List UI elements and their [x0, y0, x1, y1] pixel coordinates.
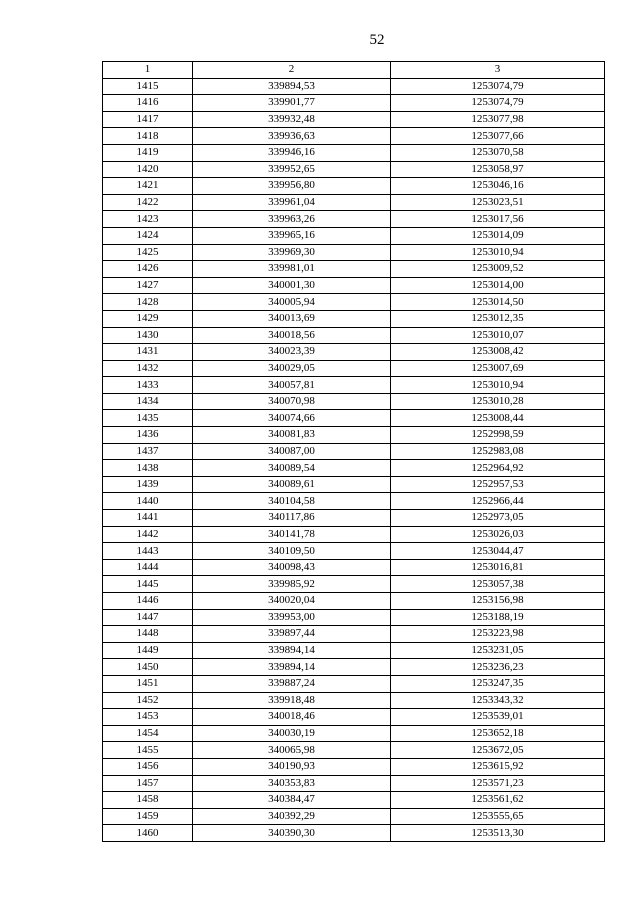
- table-row: [103, 261, 605, 278]
- y-coordinate-cell: 1253046,16: [391, 178, 605, 195]
- point-number-cell: 1450: [103, 659, 193, 676]
- y-coordinate-cell: 1253223,98: [391, 626, 605, 643]
- y-coordinate-cell: 1253010,28: [391, 393, 605, 410]
- table-row: [103, 393, 605, 410]
- y-coordinate-cell: 1253010,94: [391, 244, 605, 261]
- table-row: [103, 476, 605, 493]
- table-row: [103, 642, 605, 659]
- y-coordinate-cell: 1252983,08: [391, 443, 605, 460]
- y-coordinate-cell: 1253231,05: [391, 642, 605, 659]
- x-coordinate-cell: 340117,86: [193, 510, 391, 527]
- y-coordinate-cell: 1253026,03: [391, 526, 605, 543]
- x-coordinate-cell: 339981,01: [193, 261, 391, 278]
- y-coordinate-cell: 1253156,98: [391, 593, 605, 610]
- x-coordinate-cell: 340029,05: [193, 360, 391, 377]
- x-coordinate-cell: 340065,98: [193, 742, 391, 759]
- point-number-cell: 1457: [103, 775, 193, 792]
- y-coordinate-cell: 1253044,47: [391, 543, 605, 560]
- x-coordinate-cell: 340030,19: [193, 725, 391, 742]
- point-number-cell: 1436: [103, 427, 193, 444]
- y-coordinate-cell: 1253017,56: [391, 211, 605, 228]
- table-row: [103, 410, 605, 427]
- y-coordinate-cell: 1253539,01: [391, 709, 605, 726]
- table-body: [103, 78, 605, 841]
- page-number: 52: [369, 32, 385, 48]
- x-coordinate-cell: 340005,94: [193, 294, 391, 311]
- y-coordinate-cell: 1253571,23: [391, 775, 605, 792]
- point-number-cell: 1437: [103, 443, 193, 460]
- column-header-1: 1: [103, 62, 193, 79]
- y-coordinate-cell: 1253009,52: [391, 261, 605, 278]
- point-number-cell: 1443: [103, 543, 193, 560]
- y-coordinate-cell: 1253014,09: [391, 227, 605, 244]
- table-row: [103, 493, 605, 510]
- table-row: [103, 775, 605, 792]
- x-coordinate-cell: 340013,69: [193, 310, 391, 327]
- point-number-cell: 1444: [103, 559, 193, 576]
- point-number-cell: 1425: [103, 244, 193, 261]
- x-coordinate-cell: 339894,53: [193, 78, 391, 95]
- point-number-cell: 1460: [103, 825, 193, 842]
- x-coordinate-cell: 340018,46: [193, 709, 391, 726]
- point-number-cell: 1419: [103, 144, 193, 161]
- point-number-cell: 1458: [103, 792, 193, 809]
- y-coordinate-cell: 1253023,51: [391, 194, 605, 211]
- table-row: [103, 709, 605, 726]
- x-coordinate-cell: 340081,83: [193, 427, 391, 444]
- x-coordinate-cell: 339969,30: [193, 244, 391, 261]
- table-row: [103, 609, 605, 626]
- x-coordinate-cell: 340392,29: [193, 808, 391, 825]
- x-coordinate-cell: 340018,56: [193, 327, 391, 344]
- x-coordinate-cell: 340023,39: [193, 344, 391, 361]
- x-coordinate-cell: 340087,00: [193, 443, 391, 460]
- table-row: [103, 344, 605, 361]
- point-number-cell: 1449: [103, 642, 193, 659]
- y-coordinate-cell: 1253070,58: [391, 144, 605, 161]
- point-number-cell: 1455: [103, 742, 193, 759]
- y-coordinate-cell: 1253012,35: [391, 310, 605, 327]
- point-number-cell: 1434: [103, 393, 193, 410]
- x-coordinate-cell: 339963,26: [193, 211, 391, 228]
- y-coordinate-cell: 1253007,69: [391, 360, 605, 377]
- y-coordinate-cell: 1253561,62: [391, 792, 605, 809]
- point-number-cell: 1442: [103, 526, 193, 543]
- x-coordinate-cell: 340190,93: [193, 758, 391, 775]
- x-coordinate-cell: 340109,50: [193, 543, 391, 560]
- table-row: [103, 161, 605, 178]
- y-coordinate-cell: 1253008,44: [391, 410, 605, 427]
- x-coordinate-cell: 339901,77: [193, 95, 391, 112]
- point-number-cell: 1421: [103, 178, 193, 195]
- table-row: [103, 808, 605, 825]
- point-number-cell: 1427: [103, 277, 193, 294]
- point-number-cell: 1433: [103, 377, 193, 394]
- table-row: [103, 227, 605, 244]
- table-row: [103, 194, 605, 211]
- table-row: [103, 460, 605, 477]
- x-coordinate-cell: 339953,00: [193, 609, 391, 626]
- x-coordinate-cell: 340390,30: [193, 825, 391, 842]
- x-coordinate-cell: 339887,24: [193, 675, 391, 692]
- point-number-cell: 1448: [103, 626, 193, 643]
- point-number-cell: 1431: [103, 344, 193, 361]
- x-coordinate-cell: 339894,14: [193, 659, 391, 676]
- y-coordinate-cell: 1253513,30: [391, 825, 605, 842]
- x-coordinate-cell: 340020,04: [193, 593, 391, 610]
- y-coordinate-cell: 1253077,98: [391, 111, 605, 128]
- point-number-cell: 1435: [103, 410, 193, 427]
- point-number-cell: 1454: [103, 725, 193, 742]
- column-header-2: 2: [193, 62, 391, 79]
- table-row: [103, 626, 605, 643]
- x-coordinate-cell: 340070,98: [193, 393, 391, 410]
- table-row: [103, 758, 605, 775]
- x-coordinate-cell: 339985,92: [193, 576, 391, 593]
- table-row: [103, 792, 605, 809]
- table-row: [103, 377, 605, 394]
- table-row: [103, 360, 605, 377]
- y-coordinate-cell: 1253010,94: [391, 377, 605, 394]
- point-number-cell: 1453: [103, 709, 193, 726]
- point-number-cell: 1446: [103, 593, 193, 610]
- x-coordinate-cell: 339897,44: [193, 626, 391, 643]
- point-number-cell: 1451: [103, 675, 193, 692]
- x-coordinate-cell: 339894,14: [193, 642, 391, 659]
- x-coordinate-cell: 340001,30: [193, 277, 391, 294]
- y-coordinate-cell: 1253016,81: [391, 559, 605, 576]
- table-row: [103, 144, 605, 161]
- point-number-cell: 1422: [103, 194, 193, 211]
- point-number-cell: 1440: [103, 493, 193, 510]
- table-row: [103, 510, 605, 527]
- table-row: [103, 725, 605, 742]
- y-coordinate-cell: 1252998,59: [391, 427, 605, 444]
- table-row: [103, 692, 605, 709]
- table-header-row: [103, 62, 605, 79]
- point-number-cell: 1424: [103, 227, 193, 244]
- point-number-cell: 1438: [103, 460, 193, 477]
- y-coordinate-cell: 1252973,05: [391, 510, 605, 527]
- x-coordinate-cell: 339932,48: [193, 111, 391, 128]
- y-coordinate-cell: 1253188,19: [391, 609, 605, 626]
- x-coordinate-cell: 339946,16: [193, 144, 391, 161]
- y-coordinate-cell: 1253247,35: [391, 675, 605, 692]
- table-row: [103, 559, 605, 576]
- table-row: [103, 593, 605, 610]
- point-number-cell: 1429: [103, 310, 193, 327]
- y-coordinate-cell: 1253555,65: [391, 808, 605, 825]
- y-coordinate-cell: 1253672,05: [391, 742, 605, 759]
- table-row: [103, 128, 605, 145]
- y-coordinate-cell: 1253077,66: [391, 128, 605, 145]
- y-coordinate-cell: 1253652,18: [391, 725, 605, 742]
- y-coordinate-cell: 1253058,97: [391, 161, 605, 178]
- table-row: [103, 310, 605, 327]
- point-number-cell: 1445: [103, 576, 193, 593]
- y-coordinate-cell: 1252966,44: [391, 493, 605, 510]
- x-coordinate-cell: 339952,65: [193, 161, 391, 178]
- x-coordinate-cell: 340057,81: [193, 377, 391, 394]
- y-coordinate-cell: 1253008,42: [391, 344, 605, 361]
- x-coordinate-cell: 340104,58: [193, 493, 391, 510]
- x-coordinate-cell: 339956,80: [193, 178, 391, 195]
- table-row: [103, 111, 605, 128]
- y-coordinate-cell: 1253343,32: [391, 692, 605, 709]
- table-row: [103, 825, 605, 842]
- table-row: [103, 659, 605, 676]
- y-coordinate-cell: 1252957,53: [391, 476, 605, 493]
- x-coordinate-cell: 340141,78: [193, 526, 391, 543]
- table-row: [103, 294, 605, 311]
- x-coordinate-cell: 340074,66: [193, 410, 391, 427]
- x-coordinate-cell: 340089,54: [193, 460, 391, 477]
- y-coordinate-cell: 1253057,38: [391, 576, 605, 593]
- point-number-cell: 1415: [103, 78, 193, 95]
- point-number-cell: 1459: [103, 808, 193, 825]
- table-row: [103, 78, 605, 95]
- point-number-cell: 1430: [103, 327, 193, 344]
- x-coordinate-cell: 339965,16: [193, 227, 391, 244]
- table-row: [103, 742, 605, 759]
- column-header-3: 3: [391, 62, 605, 79]
- y-coordinate-cell: 1252964,92: [391, 460, 605, 477]
- y-coordinate-cell: 1253010,07: [391, 327, 605, 344]
- point-number-cell: 1439: [103, 476, 193, 493]
- table-row: [103, 543, 605, 560]
- coordinates-table-container: [102, 61, 604, 842]
- table-row: [103, 178, 605, 195]
- x-coordinate-cell: 339961,04: [193, 194, 391, 211]
- x-coordinate-cell: 339936,63: [193, 128, 391, 145]
- table-row: [103, 244, 605, 261]
- x-coordinate-cell: 340353,83: [193, 775, 391, 792]
- point-number-cell: 1417: [103, 111, 193, 128]
- y-coordinate-cell: 1253014,50: [391, 294, 605, 311]
- point-number-cell: 1447: [103, 609, 193, 626]
- table-row: [103, 427, 605, 444]
- table-row: [103, 675, 605, 692]
- y-coordinate-cell: 1253014,00: [391, 277, 605, 294]
- table-row: [103, 526, 605, 543]
- point-number-cell: 1426: [103, 261, 193, 278]
- y-coordinate-cell: 1253236,23: [391, 659, 605, 676]
- x-coordinate-cell: 340098,43: [193, 559, 391, 576]
- y-coordinate-cell: 1253615,92: [391, 758, 605, 775]
- x-coordinate-cell: 340384,47: [193, 792, 391, 809]
- table-row: [103, 95, 605, 112]
- point-number-cell: 1428: [103, 294, 193, 311]
- point-number-cell: 1432: [103, 360, 193, 377]
- table-row: [103, 277, 605, 294]
- x-coordinate-cell: 339918,48: [193, 692, 391, 709]
- y-coordinate-cell: 1253074,79: [391, 95, 605, 112]
- point-number-cell: 1456: [103, 758, 193, 775]
- point-number-cell: 1441: [103, 510, 193, 527]
- x-coordinate-cell: 340089,61: [193, 476, 391, 493]
- point-number-cell: 1420: [103, 161, 193, 178]
- point-number-cell: 1418: [103, 128, 193, 145]
- point-number-cell: 1452: [103, 692, 193, 709]
- coordinates-table: [102, 61, 605, 842]
- point-number-cell: 1416: [103, 95, 193, 112]
- table-row: [103, 327, 605, 344]
- table-row: [103, 211, 605, 228]
- table-row: [103, 576, 605, 593]
- y-coordinate-cell: 1253074,79: [391, 78, 605, 95]
- point-number-cell: 1423: [103, 211, 193, 228]
- table-row: [103, 443, 605, 460]
